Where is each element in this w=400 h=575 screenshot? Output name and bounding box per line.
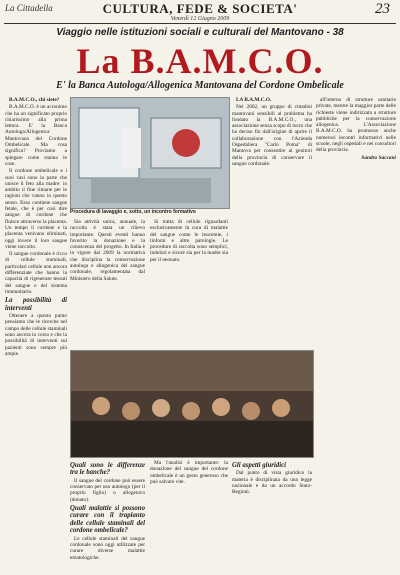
publication-name: La Cittadella bbox=[5, 3, 53, 13]
header-rule bbox=[4, 23, 396, 24]
subheading: Quali malattie si possono curare con il trapianto delle cellule staminali del cordone ombelicale? bbox=[70, 505, 145, 535]
paragraph: Dal punto di vista giuridico la materia è disciplinata da una legge nazionale e da un accordo Stato-Regioni. bbox=[232, 470, 312, 496]
article-signature: Sandro Saccani bbox=[361, 154, 396, 161]
paragraph: Nel 2002, un gruppo di cittadini mantovani sensibili al problema ha fondato la B.A.M.C.O., una associazione senza scopo di lucro che ha deciso fin dall'origine di aprire il collaborazione con l'Azienda Ospedaliera "Carlo Poma" di Mantova per consentire ai genitori della provincia di conservare il sangue cordonale. bbox=[232, 104, 312, 167]
qa-column-1 bbox=[70, 460, 145, 570]
column-heading: B.A.M.C.O., chi siete? bbox=[9, 97, 60, 103]
paragraph: Sia attività unica, annuale, la raccolta è stata un rilievo importante. Questi eventi hanno favorito la donazione e la conoscenza del progetto. In Italia è in vigore dal 2009 la normativa che disciplina la conservazione autologa e allogenica del sangue cordonale, regolamentata dal Ministero della Salute. bbox=[70, 219, 145, 282]
subheading: Quali sono le differenze tra le banche? bbox=[70, 462, 145, 477]
article-subhead: E' la Banca Autologa/Allogenica Mantovana del Cordone Ombelicale bbox=[56, 80, 344, 91]
paragraph: all'interno di strutture sanitarie private, mentre la maggior parte delle richieste viene indirizzata a strutture pubbliche per la conservazione allogenica. L'Associazione B.A.M.C.O. ha promosso anche numerosi incontri informativi nelle scuole, negli ospedali e nei consultori della provincia. bbox=[316, 97, 396, 154]
column-heading: LA B.A.M.C.O. bbox=[236, 97, 272, 103]
paragraph: Il sangue cordonale è ricco di cellule staminali, particolari cellule non ancora differenziate che hanno la capacità di rigenerare tessuti del sangue e del sistema immunitario. bbox=[5, 251, 67, 295]
paragraph: Ma l'analisi è importante: la donazione del sangue del cordone ombelicale è un gesto generoso che può salvare vite. bbox=[150, 460, 228, 485]
qa-column-2 bbox=[150, 460, 228, 570]
paragraph: Si tratta di cellule riguardanti esclusivamente la cura di malattie del sangue come le leucemie, i linfomi e altre patologie. Le procedure di raccolta sono semplici, indolori e sicure sia per la madre sia per il neonato. bbox=[150, 219, 228, 263]
qa-column-3 bbox=[232, 460, 312, 570]
photo-caption: Procedura di lavaggio e, sotto, un incontro formativo bbox=[70, 209, 196, 215]
meeting-photo bbox=[70, 350, 314, 458]
article-column-4 bbox=[232, 97, 312, 347]
paragraph: Le cellule staminali del sangue cordonale sono oggi utilizzate per curare diverse malattie ematologiche. bbox=[70, 535, 145, 561]
article-column-3 bbox=[150, 219, 228, 349]
article-kicker: Viaggio nelle istituzioni sociali e culturali del Mantovano - 38 bbox=[56, 27, 344, 38]
paragraph: Ottenere a questo punto pensiamo che le ricerche nel campo delle cellule staminali sono ancora in corso e che la possibilità di interventi sui pazienti sono sempre più ampie. bbox=[5, 313, 67, 357]
article-headline: La B.A.M.C.O. bbox=[76, 41, 324, 81]
subheading: La possibilità di interventi bbox=[5, 297, 67, 312]
meeting-photo-illustration bbox=[71, 351, 313, 457]
paragraph: Il cordone ombelicale e i suoi vasi sono la parte che unisce il feto alla madre: in ambito il fine rimane per le ragioni che vanno in questo senso. Esso contiene sangue fetale, che è per così dire sangue di cordone che fluisce attraverso la placenta. Un tempo il cordone e la placenta venivano eliminati, oggi invece il loro sangue viene raccolto. bbox=[5, 168, 67, 250]
section-title: CULTURA, FEDE & SOCIETA' bbox=[102, 1, 298, 16]
article-column-2 bbox=[70, 219, 145, 349]
lab-photo-illustration bbox=[71, 98, 229, 208]
page-number: 23 bbox=[375, 1, 390, 17]
issue-date: Venerdì 12 Giugno 2009 bbox=[170, 16, 230, 22]
paragraph: B.A.M.C.O. è un acronimo che ha un significato proprio chiarissimo alla prima lettura. E' la Banca Autologa/Allogenica Mantovana del Cordone Ombelicale. Ma cosa significa? Proviamo a spiegare come stanno le cose. bbox=[5, 104, 67, 167]
paragraph: Il sangue del cordone può essere conservato per uso autologo (per il proprio figlio) o allogenico (donato). bbox=[70, 477, 145, 503]
page-header bbox=[0, 0, 400, 22]
lab-photo bbox=[70, 97, 230, 209]
article-column-1 bbox=[5, 97, 67, 567]
article-column-5 bbox=[316, 97, 396, 567]
subheading: Gli aspetti giuridici bbox=[232, 462, 287, 469]
